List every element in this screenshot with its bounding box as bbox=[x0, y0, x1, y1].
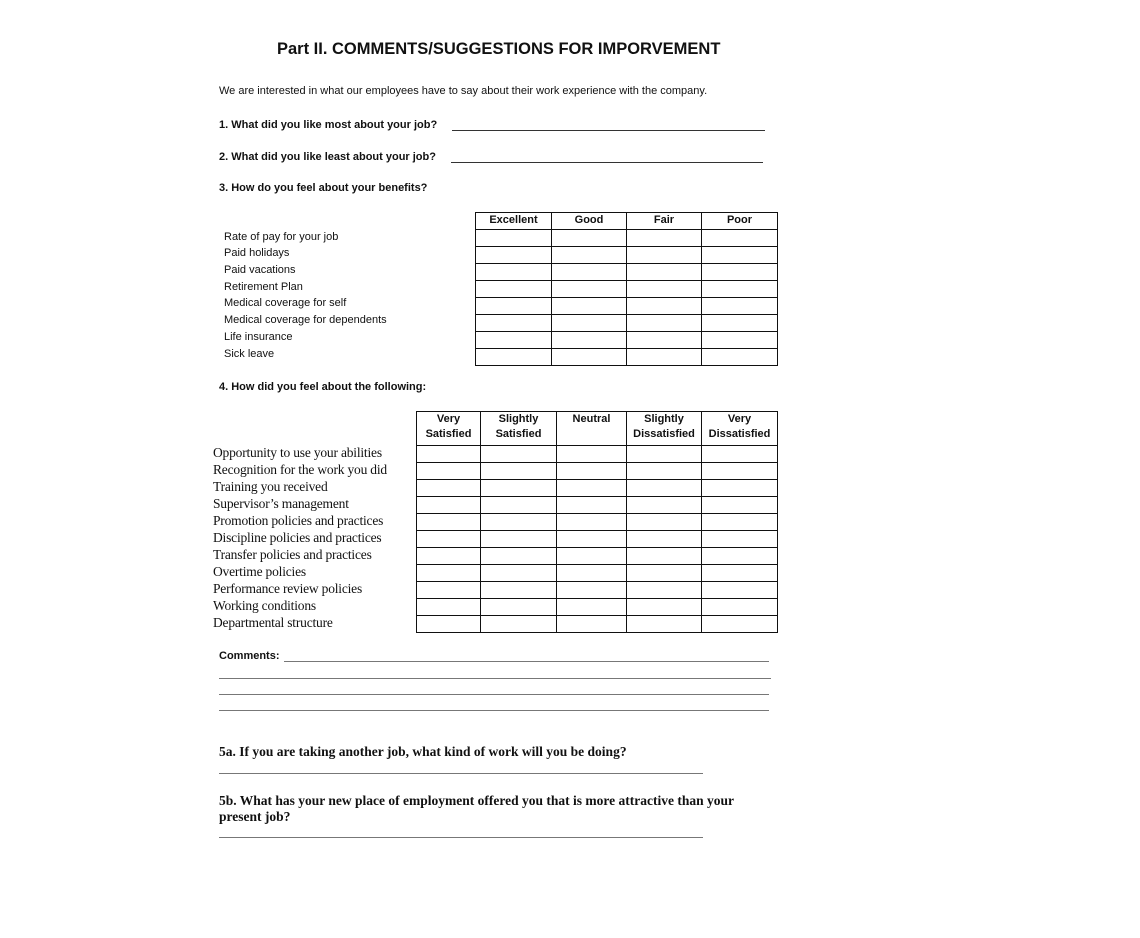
rating-cell[interactable] bbox=[476, 264, 552, 281]
table-row bbox=[417, 480, 778, 497]
table-row bbox=[476, 332, 778, 349]
rating-cell[interactable] bbox=[557, 531, 627, 548]
rating-cell[interactable] bbox=[702, 463, 778, 480]
rating-cell[interactable] bbox=[476, 332, 552, 349]
rating-cell[interactable] bbox=[627, 332, 702, 349]
rating-cell[interactable] bbox=[417, 497, 481, 514]
table-row bbox=[417, 599, 778, 616]
rating-cell[interactable] bbox=[627, 514, 702, 531]
rating-cell[interactable] bbox=[476, 281, 552, 298]
rating-cell[interactable] bbox=[417, 446, 481, 463]
rating-cell[interactable] bbox=[702, 281, 778, 298]
rating-cell[interactable] bbox=[481, 480, 557, 497]
rating-cell[interactable] bbox=[481, 514, 557, 531]
satisfaction-row-label: Working conditions bbox=[213, 598, 316, 613]
rating-cell[interactable] bbox=[702, 548, 778, 565]
benefit-row-label: Sick leave bbox=[224, 348, 275, 360]
comments-line[interactable] bbox=[284, 661, 769, 662]
column-header-excellent: Excellent bbox=[476, 213, 552, 230]
rating-cell[interactable] bbox=[702, 230, 778, 247]
rating-cell[interactable] bbox=[557, 480, 627, 497]
question-5a-answer-line[interactable] bbox=[219, 773, 703, 774]
rating-cell[interactable] bbox=[481, 463, 557, 480]
rating-cell[interactable] bbox=[627, 230, 702, 247]
comments-label: Comments: bbox=[219, 650, 280, 662]
rating-cell[interactable] bbox=[552, 281, 627, 298]
rating-cell[interactable] bbox=[627, 548, 702, 565]
question-1-label: 1. What did you like most about your job? bbox=[219, 119, 438, 131]
rating-cell[interactable] bbox=[702, 497, 778, 514]
satisfaction-row-label: Recognition for the work you did bbox=[213, 462, 387, 477]
rating-cell[interactable] bbox=[702, 531, 778, 548]
rating-cell[interactable] bbox=[417, 599, 481, 616]
rating-cell[interactable] bbox=[481, 616, 557, 633]
rating-cell[interactable] bbox=[702, 264, 778, 281]
table-row bbox=[476, 264, 778, 281]
rating-cell[interactable] bbox=[481, 531, 557, 548]
rating-cell[interactable] bbox=[627, 446, 702, 463]
rating-cell[interactable] bbox=[702, 616, 778, 633]
rating-cell[interactable] bbox=[552, 349, 627, 366]
rating-cell[interactable] bbox=[476, 298, 552, 315]
column-header-fair: Fair bbox=[627, 213, 702, 230]
rating-cell[interactable] bbox=[557, 548, 627, 565]
rating-cell[interactable] bbox=[627, 531, 702, 548]
rating-cell[interactable] bbox=[417, 548, 481, 565]
page-title: Part II. COMMENTS/SUGGESTIONS FOR IMPORVEMENT bbox=[277, 40, 721, 58]
rating-cell[interactable] bbox=[627, 599, 702, 616]
table-row bbox=[417, 616, 778, 633]
rating-cell[interactable] bbox=[557, 463, 627, 480]
rating-cell[interactable] bbox=[702, 298, 778, 315]
rating-cell[interactable] bbox=[476, 349, 552, 366]
rating-cell[interactable] bbox=[417, 616, 481, 633]
satisfaction-row-label: Training you received bbox=[213, 479, 328, 494]
rating-cell[interactable] bbox=[552, 264, 627, 281]
rating-cell[interactable] bbox=[552, 315, 627, 332]
comments-line[interactable] bbox=[219, 710, 769, 711]
rating-cell[interactable] bbox=[481, 582, 557, 599]
column-header-very-satisfied: Very Satisfied bbox=[417, 412, 481, 446]
rating-cell[interactable] bbox=[557, 616, 627, 633]
benefit-row-label: Rate of pay for your job bbox=[224, 231, 339, 243]
column-header-slightly-satisfied: Slightly Satisfied bbox=[481, 412, 557, 446]
table-row bbox=[476, 298, 778, 315]
rating-cell[interactable] bbox=[557, 446, 627, 463]
satisfaction-row-label: Overtime policies bbox=[213, 564, 306, 579]
rating-cell[interactable] bbox=[702, 315, 778, 332]
rating-cell[interactable] bbox=[557, 565, 627, 582]
rating-cell[interactable] bbox=[557, 514, 627, 531]
satisfaction-row-label: Opportunity to use your abilities bbox=[213, 445, 382, 460]
rating-cell[interactable] bbox=[552, 247, 627, 264]
rating-cell[interactable] bbox=[627, 281, 702, 298]
table-row bbox=[476, 315, 778, 332]
rating-cell[interactable] bbox=[481, 548, 557, 565]
benefit-row-label: Life insurance bbox=[224, 331, 293, 343]
rating-cell[interactable] bbox=[627, 480, 702, 497]
question-4-label: 4. How did you feel about the following: bbox=[219, 381, 427, 393]
table-row bbox=[476, 247, 778, 264]
rating-cell[interactable] bbox=[481, 599, 557, 616]
rating-cell[interactable] bbox=[627, 315, 702, 332]
rating-cell[interactable] bbox=[557, 599, 627, 616]
rating-cell[interactable] bbox=[557, 497, 627, 514]
rating-cell[interactable] bbox=[702, 599, 778, 616]
table-row bbox=[417, 531, 778, 548]
rating-cell[interactable] bbox=[627, 565, 702, 582]
column-header-very-dissatisfied: Very Dissatisfied bbox=[702, 412, 778, 446]
question-2-label: 2. What did you like least about your job? bbox=[219, 151, 436, 163]
benefits-rating-table bbox=[475, 212, 778, 366]
rating-cell[interactable] bbox=[417, 463, 481, 480]
column-header-good: Good bbox=[552, 213, 627, 230]
rating-cell[interactable] bbox=[417, 480, 481, 497]
column-header-slightly-dissatisfied: Slightly Dissatisfied bbox=[627, 412, 702, 446]
table-row bbox=[417, 582, 778, 599]
benefit-row-label: Paid holidays bbox=[224, 247, 290, 259]
rating-cell[interactable] bbox=[476, 315, 552, 332]
rating-cell[interactable] bbox=[481, 446, 557, 463]
comments-line[interactable] bbox=[219, 678, 771, 679]
rating-cell[interactable] bbox=[702, 480, 778, 497]
rating-cell[interactable] bbox=[557, 582, 627, 599]
table-row bbox=[476, 349, 778, 366]
table-row bbox=[417, 446, 778, 463]
satisfaction-row-label: Promotion policies and practices bbox=[213, 513, 384, 528]
satisfaction-row-label: Discipline policies and practices bbox=[213, 530, 382, 545]
question-5b-answer-line[interactable] bbox=[219, 837, 703, 838]
rating-cell[interactable] bbox=[702, 349, 778, 366]
rating-cell[interactable] bbox=[627, 264, 702, 281]
question-2-answer-line[interactable] bbox=[451, 162, 763, 163]
intro-text: We are interested in what our employees have to say about their work experience with the company. bbox=[219, 85, 708, 97]
rating-cell[interactable] bbox=[476, 230, 552, 247]
rating-cell[interactable] bbox=[552, 230, 627, 247]
rating-cell[interactable] bbox=[417, 531, 481, 548]
table-row bbox=[417, 463, 778, 480]
rating-cell[interactable] bbox=[702, 446, 778, 463]
rating-cell[interactable] bbox=[702, 247, 778, 264]
question-5a-label: 5a. If you are taking another job, what kind of work will you be doing? bbox=[219, 744, 627, 759]
comments-line[interactable] bbox=[219, 694, 769, 695]
question-1-answer-line[interactable] bbox=[452, 130, 765, 131]
question-5b-label: 5b. What has your new place of employment offered you that is more attractive than your present job? bbox=[219, 793, 734, 824]
table-row bbox=[417, 565, 778, 582]
satisfaction-rating-table bbox=[416, 411, 778, 633]
rating-cell[interactable] bbox=[702, 332, 778, 349]
rating-cell[interactable] bbox=[417, 514, 481, 531]
rating-cell[interactable] bbox=[552, 332, 627, 349]
rating-cell[interactable] bbox=[702, 565, 778, 582]
benefit-row-label: Retirement Plan bbox=[224, 281, 303, 293]
benefit-row-label: Medical coverage for dependents bbox=[224, 314, 387, 326]
satisfaction-row-label: Transfer policies and practices bbox=[213, 547, 372, 562]
rating-cell[interactable] bbox=[627, 349, 702, 366]
table-row bbox=[417, 548, 778, 565]
satisfaction-row-label: Performance review policies bbox=[213, 581, 363, 596]
rating-cell[interactable] bbox=[552, 298, 627, 315]
rating-cell[interactable] bbox=[481, 565, 557, 582]
rating-cell[interactable] bbox=[702, 514, 778, 531]
rating-cell[interactable] bbox=[476, 247, 552, 264]
rating-cell[interactable] bbox=[627, 298, 702, 315]
satisfaction-row-label: Departmental structure bbox=[213, 615, 333, 630]
column-header-poor: Poor bbox=[702, 213, 778, 230]
table-row bbox=[417, 514, 778, 531]
table-row bbox=[417, 497, 778, 514]
satisfaction-row-label: Supervisor’s management bbox=[213, 496, 349, 511]
rating-cell[interactable] bbox=[627, 463, 702, 480]
question-3-label: 3. How do you feel about your benefits? bbox=[219, 182, 428, 194]
rating-cell[interactable] bbox=[627, 616, 702, 633]
rating-cell[interactable] bbox=[417, 565, 481, 582]
rating-cell[interactable] bbox=[627, 247, 702, 264]
rating-cell[interactable] bbox=[702, 582, 778, 599]
table-row bbox=[476, 230, 778, 247]
table-row bbox=[476, 281, 778, 298]
benefit-row-label: Paid vacations bbox=[224, 264, 296, 276]
rating-cell[interactable] bbox=[417, 582, 481, 599]
rating-cell[interactable] bbox=[627, 582, 702, 599]
rating-cell[interactable] bbox=[481, 497, 557, 514]
rating-cell[interactable] bbox=[627, 497, 702, 514]
benefit-row-label: Medical coverage for self bbox=[224, 297, 347, 309]
column-header-neutral: Neutral bbox=[557, 412, 627, 446]
